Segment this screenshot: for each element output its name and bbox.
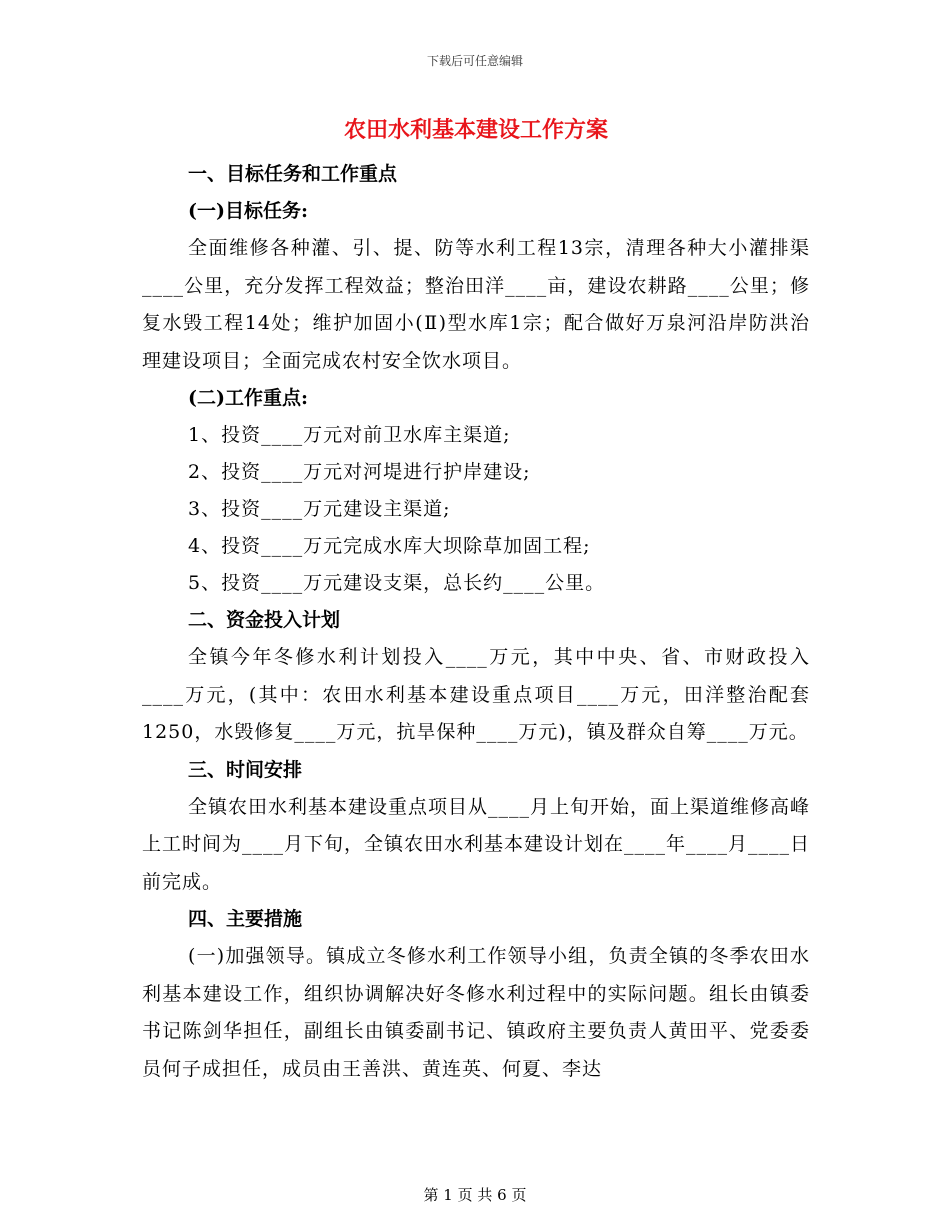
subsection-2-heading: (二)工作重点: (188, 387, 308, 409)
page-footer: 第 1 页 共 6 页 (423, 1186, 527, 1204)
list-item: 2、投资____万元对河堤进行护岸建设; (188, 461, 531, 483)
subsection-1-paragraph: 全面维修各种灌、引、提、防等水利工程13宗，清理各种大小灌排渠____公里，充分发挥工程效益；整治田洋____亩，建设农耕路____公里；修复水毁工程14处；维护加固小(Ⅱ)型水库1宗；配合做好万泉河沿岸防洪治理建设项目；全面完成农村安全饮水项目。 (142, 237, 810, 372)
list-item: 4、投资____万元完成水库大坝除草加固工程; (188, 535, 591, 557)
section-4-heading: 四、主要措施 (188, 908, 303, 930)
list-item: 1、投资____万元对前卫水库主渠道; (188, 424, 511, 446)
section-3-heading: 三、时间安排 (188, 758, 303, 781)
page-header: 下载后可任意编辑 (426, 54, 523, 68)
list-item: 3、投资____万元建设主渠道; (188, 498, 451, 520)
subsection-1-heading: (一)目标任务: (188, 200, 308, 222)
section-2-paragraph: 全镇今年冬修水利计划投入____万元，其中中央、省、市财政投入____万元，(其中：农田水利基本建设重点项目____万元，田洋整治配套1250，水毁修复____万元，抗旱保种____万元)，镇及群众自筹____万元。 (142, 646, 810, 743)
section-1-heading: 一、目标任务和工作重点 (188, 163, 398, 185)
section-3-paragraph: 全镇农田水利基本建设重点项目从____月上旬开始，面上渠道维修高峰上工时间为____月下旬，全镇农田水利基本建设计划在____年____月____日前完成。 (142, 795, 811, 893)
document-title: 农田水利基本建设工作方案 (343, 117, 608, 143)
section-4-paragraph: (一)加强领导。镇成立冬修水利工作领导小组，负责全镇的冬季农田水利基本建设工作，组织协调解决好冬修水利过程中的实际问题。组长由镇委书记陈剑华担任，副组长由镇委副书记、镇政府主要负责人黄田平、党委委员何子成担任，成员由王善洪、黄连英、何夏、李达 (142, 945, 810, 1080)
section-2-heading: 二、资金投入计划 (188, 609, 341, 631)
document-body (142, 110, 810, 1088)
list-item: 5、投资____万元建设支渠，总长约____公里。 (188, 572, 606, 594)
